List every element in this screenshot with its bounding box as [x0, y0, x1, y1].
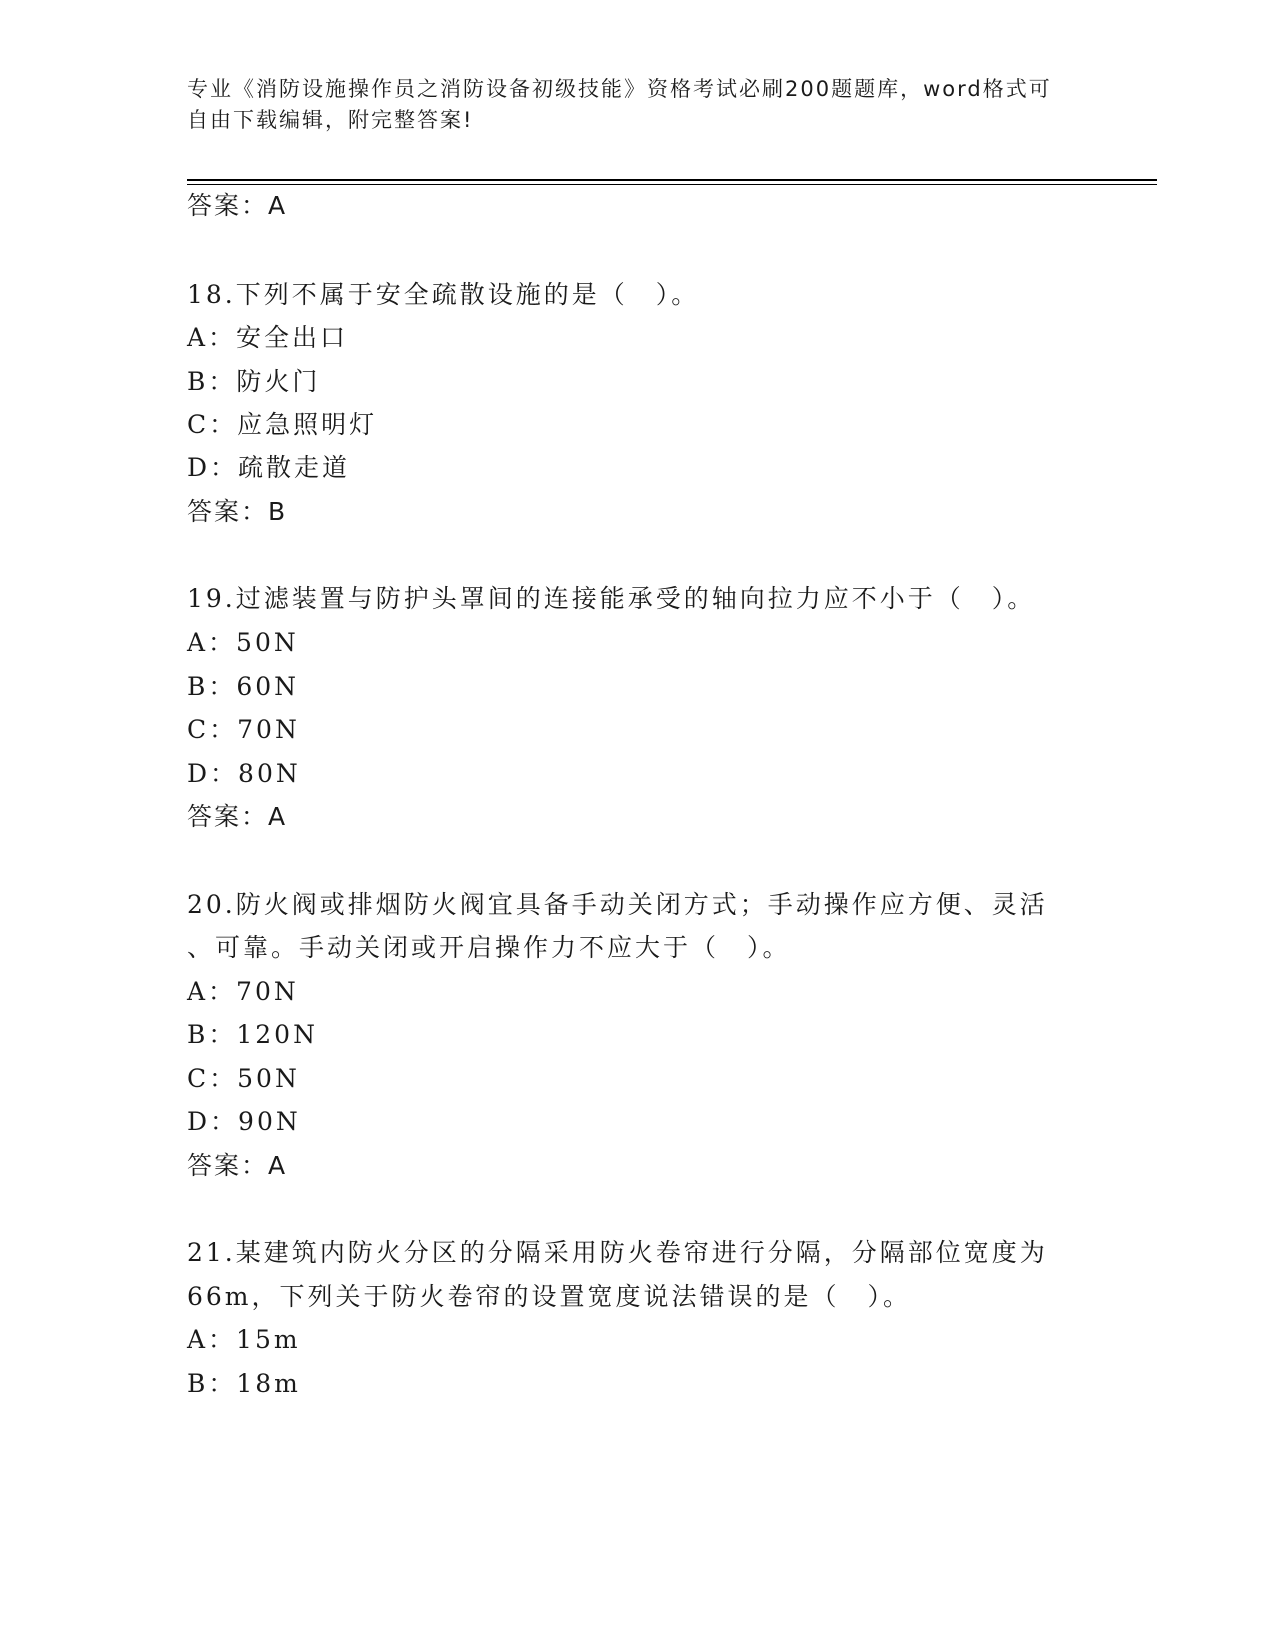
question-21-option-b: B：18m	[187, 1369, 301, 1398]
question-19-stem: 19.过滤装置与防护头罩间的连接能承受的轴向拉力应不小于（ ）。	[187, 584, 1036, 613]
question-19-option-b: B：60N	[187, 672, 300, 701]
question-18-stem: 18.下列不属于安全疏散设施的是（ ）。	[187, 280, 700, 309]
header-rule-thick	[187, 179, 1157, 181]
question-20-stem-line-1: 20.防火阀或排烟防火阀宜具备手动关闭方式；手动操作应方便、灵活	[187, 890, 1048, 919]
question-18-option-a: A：安全出口	[187, 323, 349, 352]
document-header: 专业《消防设施操作员之消防设备初级技能》资格考试必刷200题题库，word格式可自由下载编辑，附完整答案!	[187, 77, 1052, 132]
answer-20: 答案：A	[187, 1151, 288, 1180]
answer-19: 答案：A	[187, 802, 288, 831]
question-19-option-a: A：50N	[187, 628, 299, 657]
question-18-option-c: C：应急照明灯	[187, 410, 378, 439]
header-rule-thin	[187, 184, 1157, 185]
question-21-stem-line-2: 66m，下列关于防火卷帘的设置宽度说法错误的是（ ）。	[187, 1282, 912, 1311]
question-19-option-c: C：70N	[187, 715, 300, 744]
question-20-option-c: C：50N	[187, 1064, 300, 1093]
question-21-stem-line-1: 21.某建筑内防火分区的分隔采用防火卷帘进行分隔，分隔部位宽度为	[187, 1238, 1048, 1267]
answer-17: 答案：A	[187, 191, 288, 220]
question-20-stem-line-2: 、可靠。手动关闭或开启操作力不应大于（ ）。	[187, 933, 791, 962]
question-19-option-d: D：80N	[187, 759, 301, 788]
question-18-option-b: B：防火门	[187, 367, 321, 396]
question-21-option-a: A：15m	[187, 1325, 301, 1354]
question-18-option-d: D：疏散走道	[187, 453, 351, 482]
answer-18: 答案：B	[187, 497, 288, 526]
question-20-option-d: D：90N	[187, 1107, 301, 1136]
question-20-option-b: B：120N	[187, 1020, 318, 1049]
question-20-option-a: A：70N	[187, 977, 299, 1006]
